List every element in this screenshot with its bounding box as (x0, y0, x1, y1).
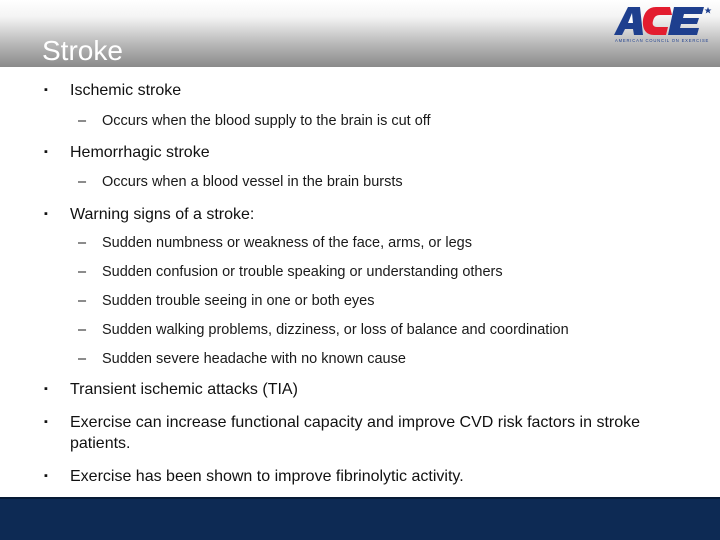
ace-logo (612, 4, 716, 44)
slide-title: Stroke (42, 35, 123, 66)
bullet-marker: ▪ (44, 470, 48, 482)
bullet-text: Hemorrhagic stroke (70, 144, 210, 161)
sub-marker: – (78, 174, 87, 190)
sub-text: Sudden confusion or trouble speaking or understanding others (102, 264, 503, 280)
slide-footer-bar (0, 497, 720, 540)
sub-text: Sudden walking problems, dizziness, or loss of balance and coordination (102, 322, 569, 338)
bullet-marker: ▪ (44, 208, 48, 220)
sub-text: Sudden severe headache with no known cause (102, 351, 406, 367)
bullet-text: Warning signs of a stroke: (70, 206, 255, 223)
ace-logo-tagline: AMERICAN COUNCIL ON EXERCISE (615, 38, 710, 43)
sub-marker: – (78, 322, 87, 338)
bullet-marker: ▪ (44, 84, 48, 96)
ace-logo-icon (614, 7, 712, 35)
sub-marker: – (78, 235, 87, 251)
bullet-text: Exercise can increase functional capacity and improve CVD risk factors in stroke patients. (70, 414, 641, 452)
bullet-text: Transient ischemic attacks (TIA) (70, 381, 298, 398)
sub-text: Occurs when a blood vessel in the brain bursts (102, 174, 403, 190)
sub-marker: – (78, 293, 87, 309)
sub-text: Occurs when the blood supply to the brain is cut off (102, 113, 431, 129)
bullet-marker: ▪ (44, 383, 48, 395)
sub-marker: – (78, 264, 87, 280)
sub-text: Sudden numbness or weakness of the face, arms, or legs (102, 235, 472, 251)
bullet-text: Ischemic stroke (70, 82, 182, 99)
bullet-marker: ▪ (44, 146, 48, 158)
bullet-marker: ▪ (44, 416, 48, 428)
sub-marker: – (78, 351, 87, 367)
sub-marker: – (78, 113, 87, 129)
sub-text: Sudden trouble seeing in one or both eyes (102, 293, 375, 309)
bullet-text: Exercise has been shown to improve fibrinolytic activity. (70, 468, 464, 485)
slide-header (0, 0, 720, 67)
